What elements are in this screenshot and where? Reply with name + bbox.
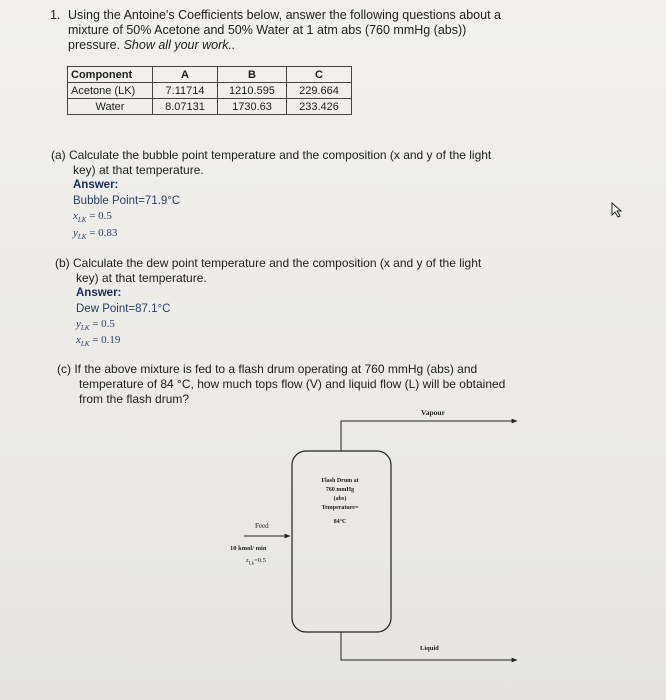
y-value: = 0.83 bbox=[89, 227, 118, 239]
vapour-label: Vapour bbox=[421, 408, 445, 417]
part-b-dew-point: Dew Point=87.1°C bbox=[76, 303, 171, 315]
table-cell: 7.11714 bbox=[153, 83, 218, 99]
part-c-line2: temperature of 84 °C, how much tops flow (V) and liquid flow (L) will be obtained bbox=[79, 377, 506, 391]
intro-pressure-text: pressure. bbox=[68, 38, 121, 52]
x-symbol: x bbox=[73, 210, 78, 222]
feed-flow-label: 10 kmol/ min bbox=[230, 545, 267, 552]
question-intro-line2: mixture of 50% Acetone and 50% Water at 1 atm abs (760 mmHg (abs)) bbox=[68, 23, 467, 37]
drum-label-line5: 84°C bbox=[333, 519, 347, 525]
y-subscript: LK bbox=[77, 233, 87, 242]
table-header-cell: C bbox=[287, 67, 352, 83]
x-symbol: x bbox=[76, 334, 81, 346]
part-a-line1: (a) Calculate the bubble point temperature and the composition (x and y of the light bbox=[51, 148, 492, 162]
intro-show-work-text: Show all your work.. bbox=[123, 38, 236, 52]
x-value: = 0.19 bbox=[92, 334, 121, 346]
table-cell: Water bbox=[68, 99, 153, 115]
part-a-answer-label: Answer: bbox=[73, 179, 119, 191]
table-cell: 1210.595 bbox=[218, 83, 287, 99]
drum-label-line2: 760 mmHg bbox=[325, 487, 355, 493]
part-b-line1: (b) Calculate the dew point temperature and the composition (x and y of the light bbox=[55, 256, 482, 270]
feed-composition-label bbox=[246, 557, 266, 566]
table-cell: 8.07131 bbox=[153, 99, 218, 115]
liquid-label: Liquid bbox=[420, 645, 439, 652]
part-c-line3: from the flash drum? bbox=[79, 392, 190, 406]
y-symbol: y bbox=[73, 227, 78, 239]
part-c-line1: (c) If the above mixture is fed to a flash drum operating at 760 mmHg (abs) and bbox=[57, 362, 478, 376]
part-b-line2: key) at that temperature. bbox=[76, 271, 207, 285]
table-cell: Acetone (LK) bbox=[68, 83, 153, 99]
z-subscript: Lk bbox=[248, 561, 255, 567]
y-subscript: LK bbox=[80, 324, 90, 333]
table-cell: 233.426 bbox=[287, 99, 352, 115]
y-symbol: y bbox=[76, 318, 81, 330]
x-value: = 0.5 bbox=[89, 210, 112, 222]
drum-label-line1: Flash Drum at bbox=[321, 478, 359, 484]
question-intro-line1: Using the Antoine's Coefficients below, answer the following questions about a bbox=[68, 8, 501, 22]
table-header-cell: Component bbox=[68, 67, 153, 83]
y-value: = 0.5 bbox=[92, 318, 115, 330]
table-cell: 1730.63 bbox=[218, 99, 287, 115]
drum-label-line4: Temperature= bbox=[321, 505, 359, 511]
x-subscript: LK bbox=[77, 216, 87, 225]
z-value: =0.5 bbox=[254, 557, 266, 564]
part-b-answer-label: Answer: bbox=[76, 287, 122, 299]
question-number: 1. bbox=[50, 8, 61, 22]
table-cell: 229.664 bbox=[287, 83, 352, 99]
drum-label-line3: (abs) bbox=[333, 496, 347, 502]
z-symbol: z bbox=[246, 557, 249, 564]
table-header-cell: A bbox=[153, 67, 218, 83]
vapour-line bbox=[341, 421, 517, 451]
x-subscript: LK bbox=[80, 340, 90, 349]
table-header-cell: B bbox=[218, 67, 287, 83]
mouse-cursor-icon bbox=[610, 202, 624, 218]
part-a-line2: key) at that temperature. bbox=[73, 163, 204, 177]
part-a-bubble-point: Bubble Point=71.9°C bbox=[73, 195, 181, 207]
feed-label: Feed bbox=[255, 522, 269, 530]
